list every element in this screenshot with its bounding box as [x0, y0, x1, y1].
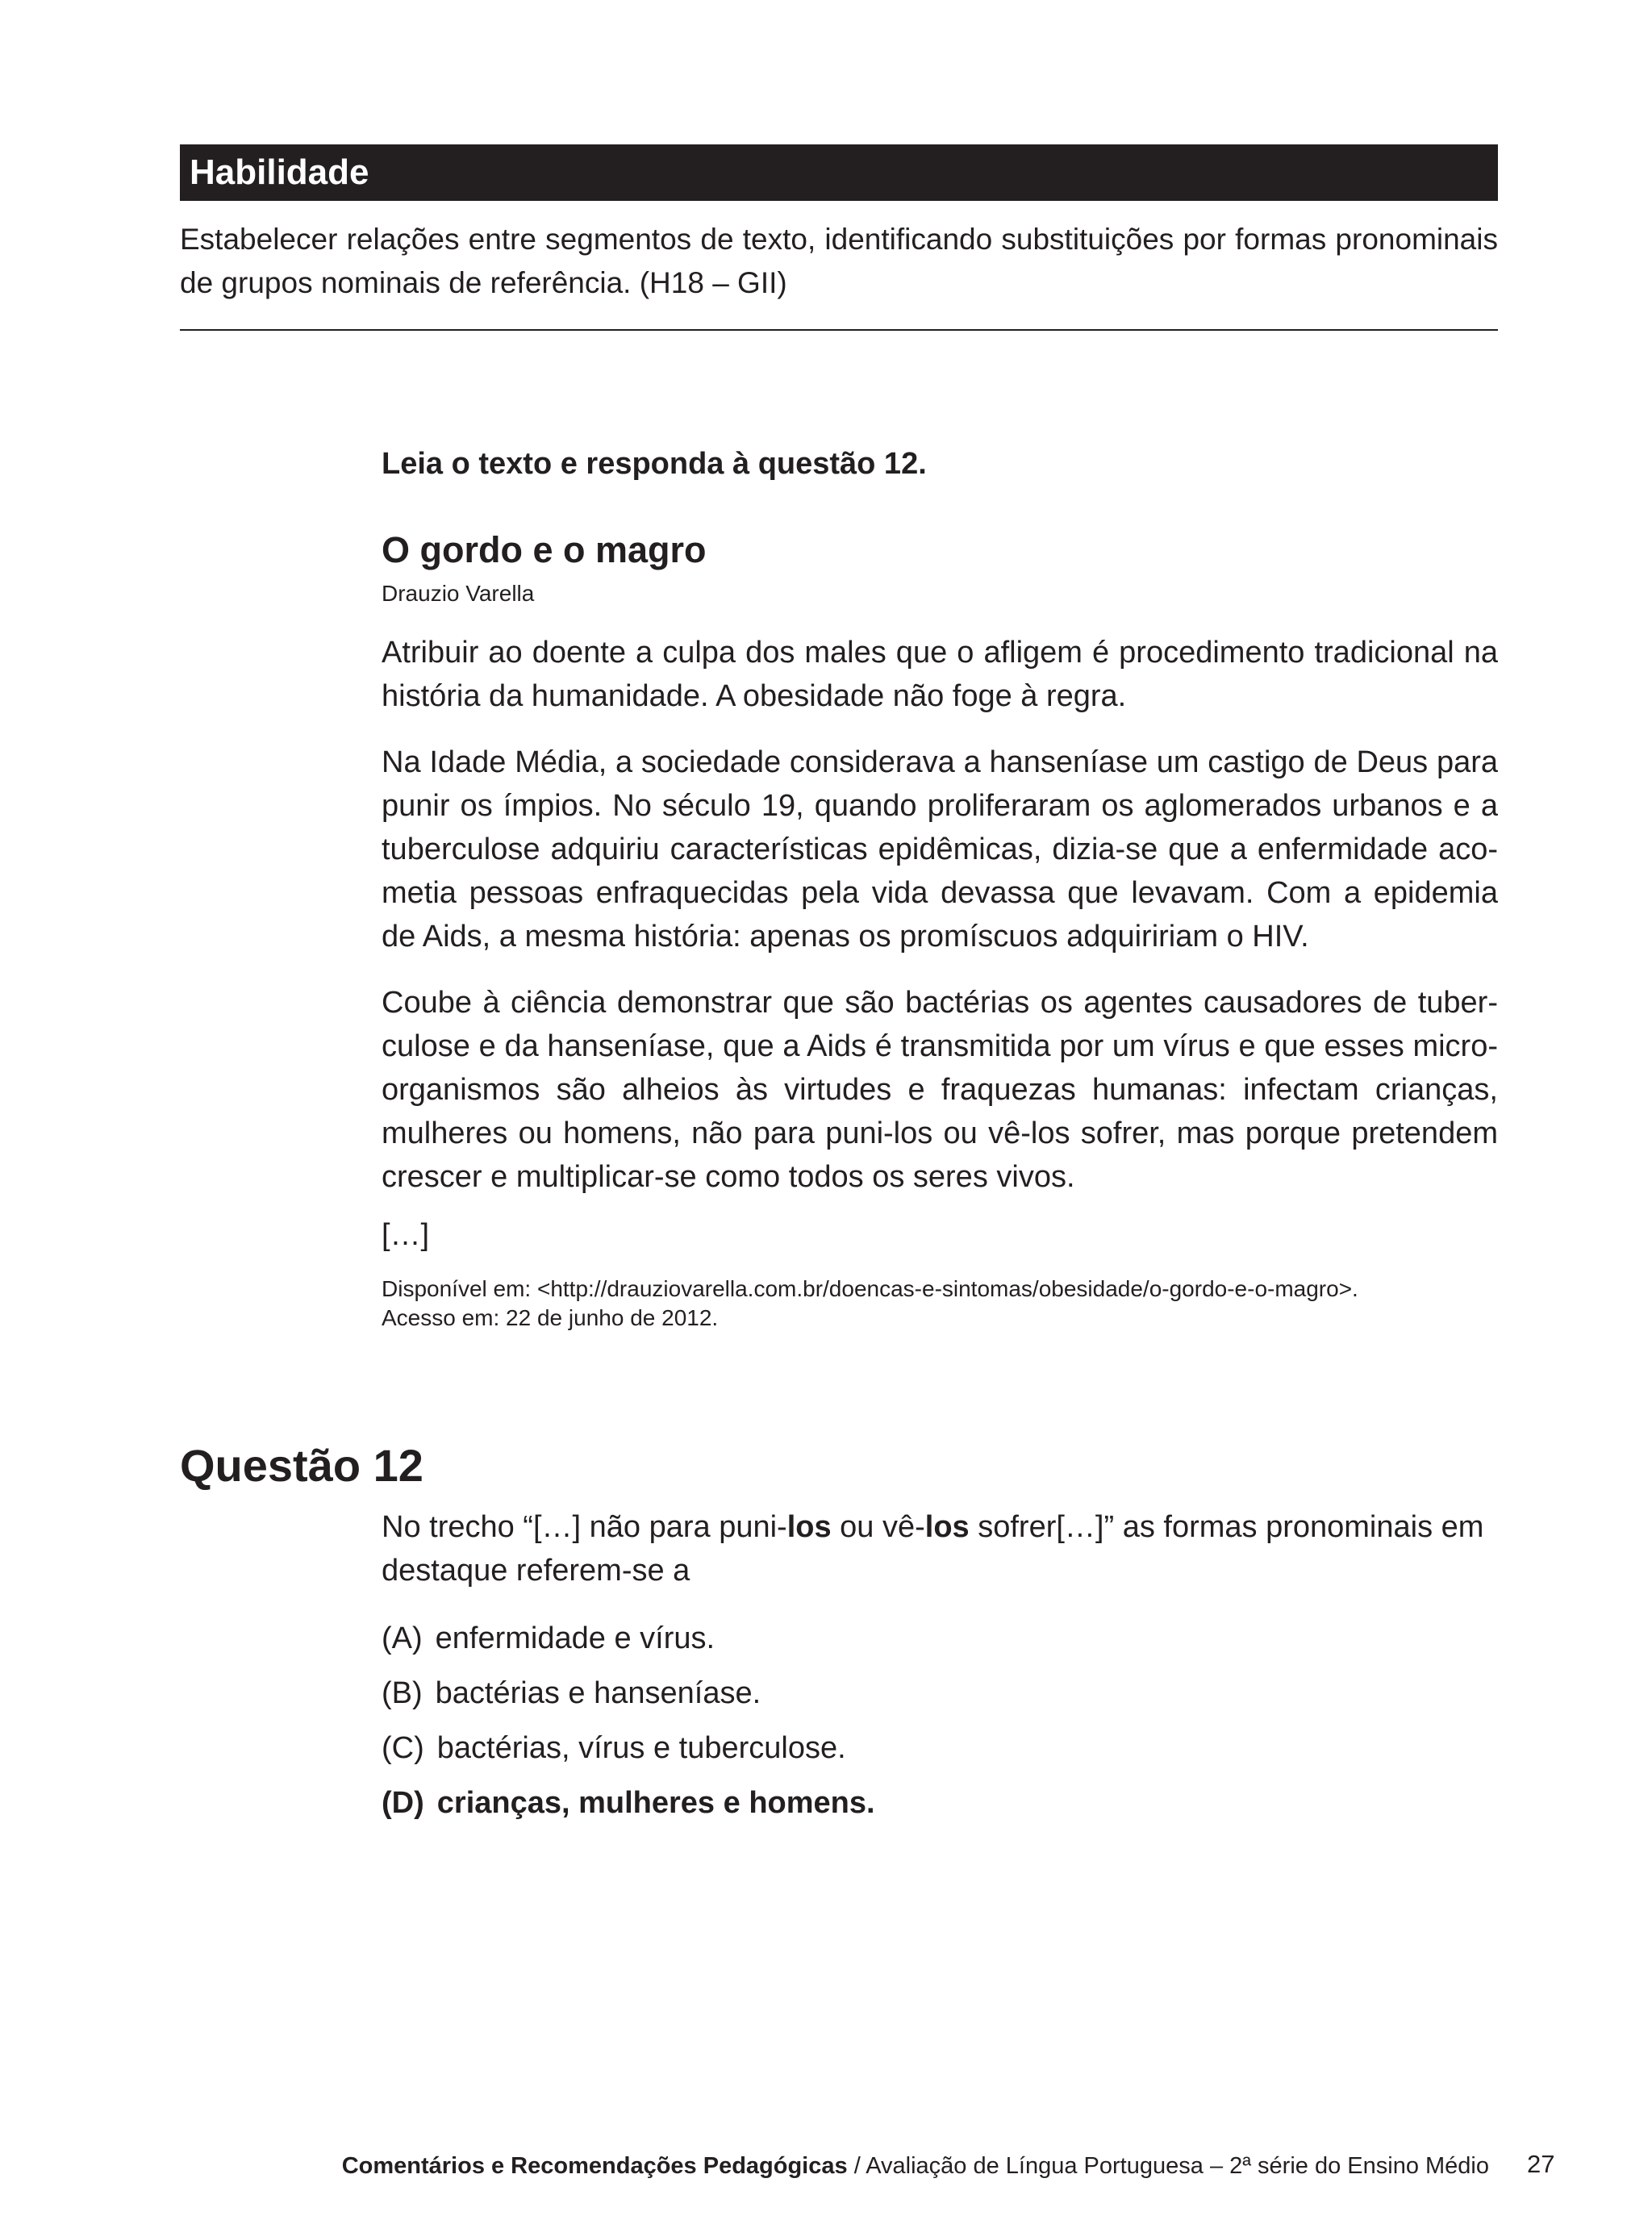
passage-paragraph: Na Idade Média, a sociedade considerava a hanseníase um castigo de Deus para punir os ímpios. No século 19, quando proliferaram os aglomerados urbanos e a tuberculose adquiriu características epidêmicas, dizia-se que a enfermidade acometia pessoas enfraquecidas pela vida devassa que levavam. Com a epidemia de Aids, a mesma história: apenas os promíscuos adquiririam o HIV. — [382, 745, 1498, 954]
text-title: O gordo e o magro — [382, 529, 707, 570]
answer-option-c — [382, 1726, 1498, 1770]
reading-passage — [382, 442, 1498, 1333]
answer-option-b — [382, 1671, 1498, 1715]
stem-highlight: los — [924, 1510, 970, 1544]
question-block — [382, 1505, 1498, 1836]
reading-instruction: Leia o texto e responda à questão 12. — [382, 447, 927, 481]
answer-option-a — [382, 1617, 1498, 1660]
answer-options — [382, 1617, 1498, 1825]
option-letter: (B) — [382, 1676, 423, 1710]
section-divider — [180, 329, 1498, 331]
footer-publication-title: Comentários e Recomendações Pedagógicas — [341, 2153, 848, 2179]
source-access-line: Acesso em: 22 de junho de 2012. — [382, 1305, 719, 1330]
stem-text: sofrer[…]” as formas pronominais em destaque referem-se a — [382, 1510, 1484, 1588]
option-letter: (A) — [382, 1621, 423, 1655]
passage-ellipsis: […] — [382, 1218, 430, 1252]
page-number: 27 — [1527, 2150, 1555, 2178]
passage-paragraph: Atribuir ao doente a culpa dos males que o afligem é procedimento tradicional na história da humanidade. A obesidade não foge à regra. — [382, 636, 1498, 713]
option-letter: (D) — [382, 1786, 424, 1820]
stem-text: ou vê- — [831, 1510, 925, 1544]
option-text: bactérias, vírus e tuberculose. — [436, 1731, 846, 1765]
question-heading: Questão 12 — [180, 1440, 423, 1491]
section-header-habilidade: Habilidade — [180, 144, 1498, 201]
option-text: crianças, mulheres e homens. — [436, 1786, 875, 1820]
footer-subtitle: / Avaliação de Língua Portuguesa – 2ª série do Ensino Médio — [847, 2153, 1489, 2179]
stem-text: No trecho “[…] não para puni- — [382, 1510, 787, 1544]
passage-paragraph: Coube à ciência demonstrar que são bactérias os agentes causadores de tuberculose e da hanseníase, que a Aids é transmitida por um vírus e que esses microorganismos são alheios às virtudes e fraquezas humanas: infectam crianças, mulheres ou homens, não para puni-los ou vê-los sofrer, mas porque pretendem crescer e multiplicar-se como todos os seres vivos. — [382, 986, 1498, 1194]
text-author: Drauzio Varella — [382, 581, 535, 606]
habilidade-description: Estabelecer relações entre segmentos de texto, identificando substituições por formas pronominais de grupos nominais de referência. (H18 – GII) — [180, 223, 1498, 299]
source-url-line: Disponível em: <http://drauziovarella.com.br/doencas-e-sintomas/obesidade/o-gordo-e-o-magro>. — [382, 1276, 1358, 1301]
source-citation — [382, 1275, 1498, 1333]
page-footer — [342, 2150, 1489, 2182]
answer-option-d-correct — [382, 1781, 1498, 1825]
option-letter: (C) — [382, 1731, 424, 1765]
stem-highlight: los — [786, 1510, 832, 1544]
option-text: enfermidade e vírus. — [435, 1621, 715, 1655]
question-stem — [382, 1505, 1498, 1592]
option-text: bactérias e hanseníase. — [435, 1676, 761, 1710]
